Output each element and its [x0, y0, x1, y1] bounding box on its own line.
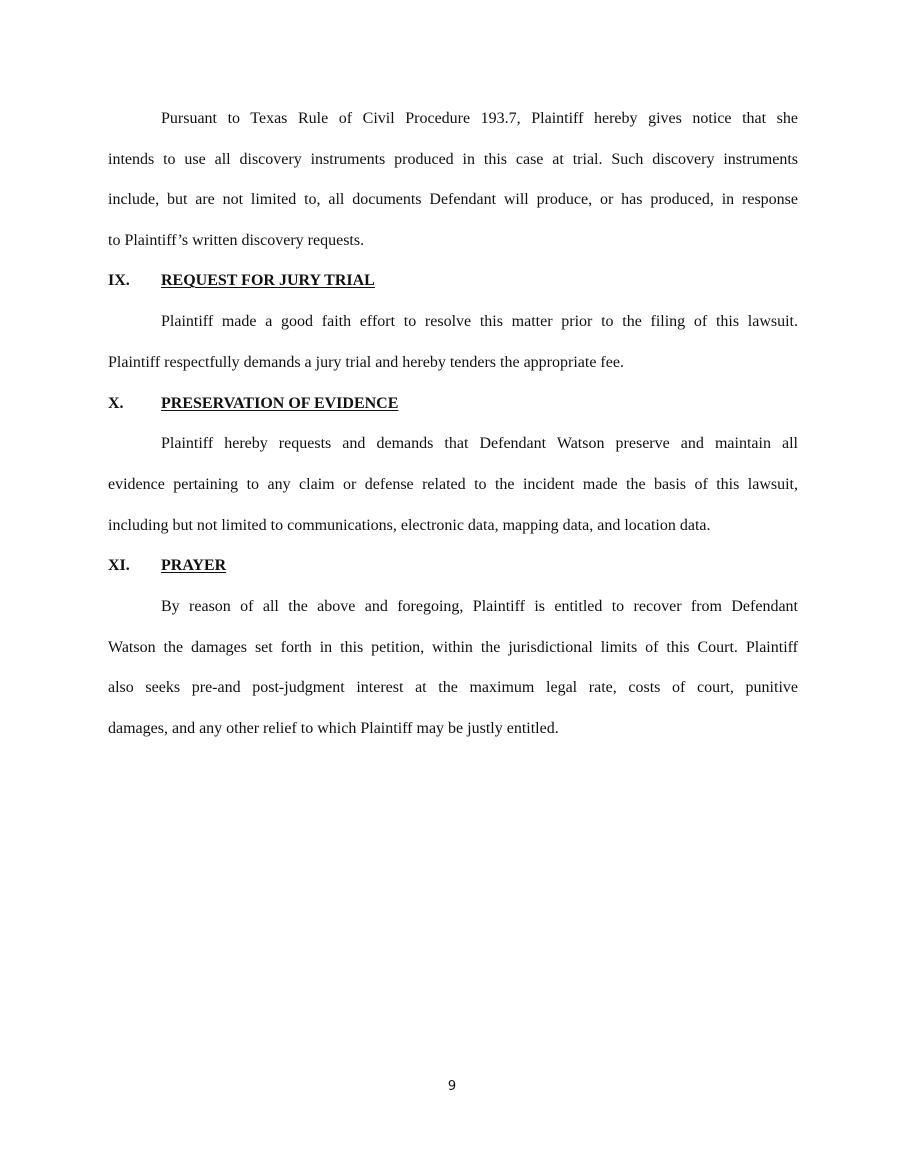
section-number: X. — [108, 395, 124, 412]
paragraph-line: including but not limited to communications, electronic data, mapping data, and location data. — [108, 517, 711, 534]
paragraph-line: damages, and any other relief to which Plaintiff may be justly entitled. — [108, 720, 559, 737]
section-title: PRESERVATION OF EVIDENCE — [161, 395, 399, 412]
paragraph-line: to Plaintiff’s written discovery requests. — [108, 232, 365, 249]
paragraph-line: Pursuant to Texas Rule of Civil Procedure 193.7, Plaintiff hereby gives notice that she — [161, 110, 798, 127]
paragraph-line: Plaintiff respectfully demands a jury trial and hereby tenders the appropriate fee. — [108, 354, 624, 371]
section-number: XI. — [108, 557, 130, 574]
paragraph-line: By reason of all the above and foregoing, Plaintiff is entitled to recover from Defendant — [161, 598, 798, 615]
paragraph-line: Watson the damages set forth in this petition, within the jurisdictional limits of this Court. Plaintiff — [108, 639, 798, 656]
section-title: REQUEST FOR JURY TRIAL — [161, 272, 375, 289]
section-number: IX. — [108, 272, 130, 289]
paragraph-line: Plaintiff made a good faith effort to resolve this matter prior to the filing of this lawsuit. — [161, 313, 798, 330]
paragraph-line: also seeks pre-and post-judgment interest at the maximum legal rate, costs of court, punitive — [108, 679, 798, 696]
paragraph-line: Plaintiff hereby requests and demands that Defendant Watson preserve and maintain all — [161, 435, 798, 452]
paragraph-line: evidence pertaining to any claim or defense related to the incident made the basis of this lawsuit, — [108, 476, 798, 493]
section-title: PRAYER — [161, 557, 227, 574]
paragraph-line: include, but are not limited to, all documents Defendant will produce, or has produced, in response — [108, 191, 798, 208]
page-number: 9 — [447, 1079, 457, 1094]
paragraph-line: intends to use all discovery instruments produced in this case at trial. Such discovery instruments — [108, 151, 798, 168]
